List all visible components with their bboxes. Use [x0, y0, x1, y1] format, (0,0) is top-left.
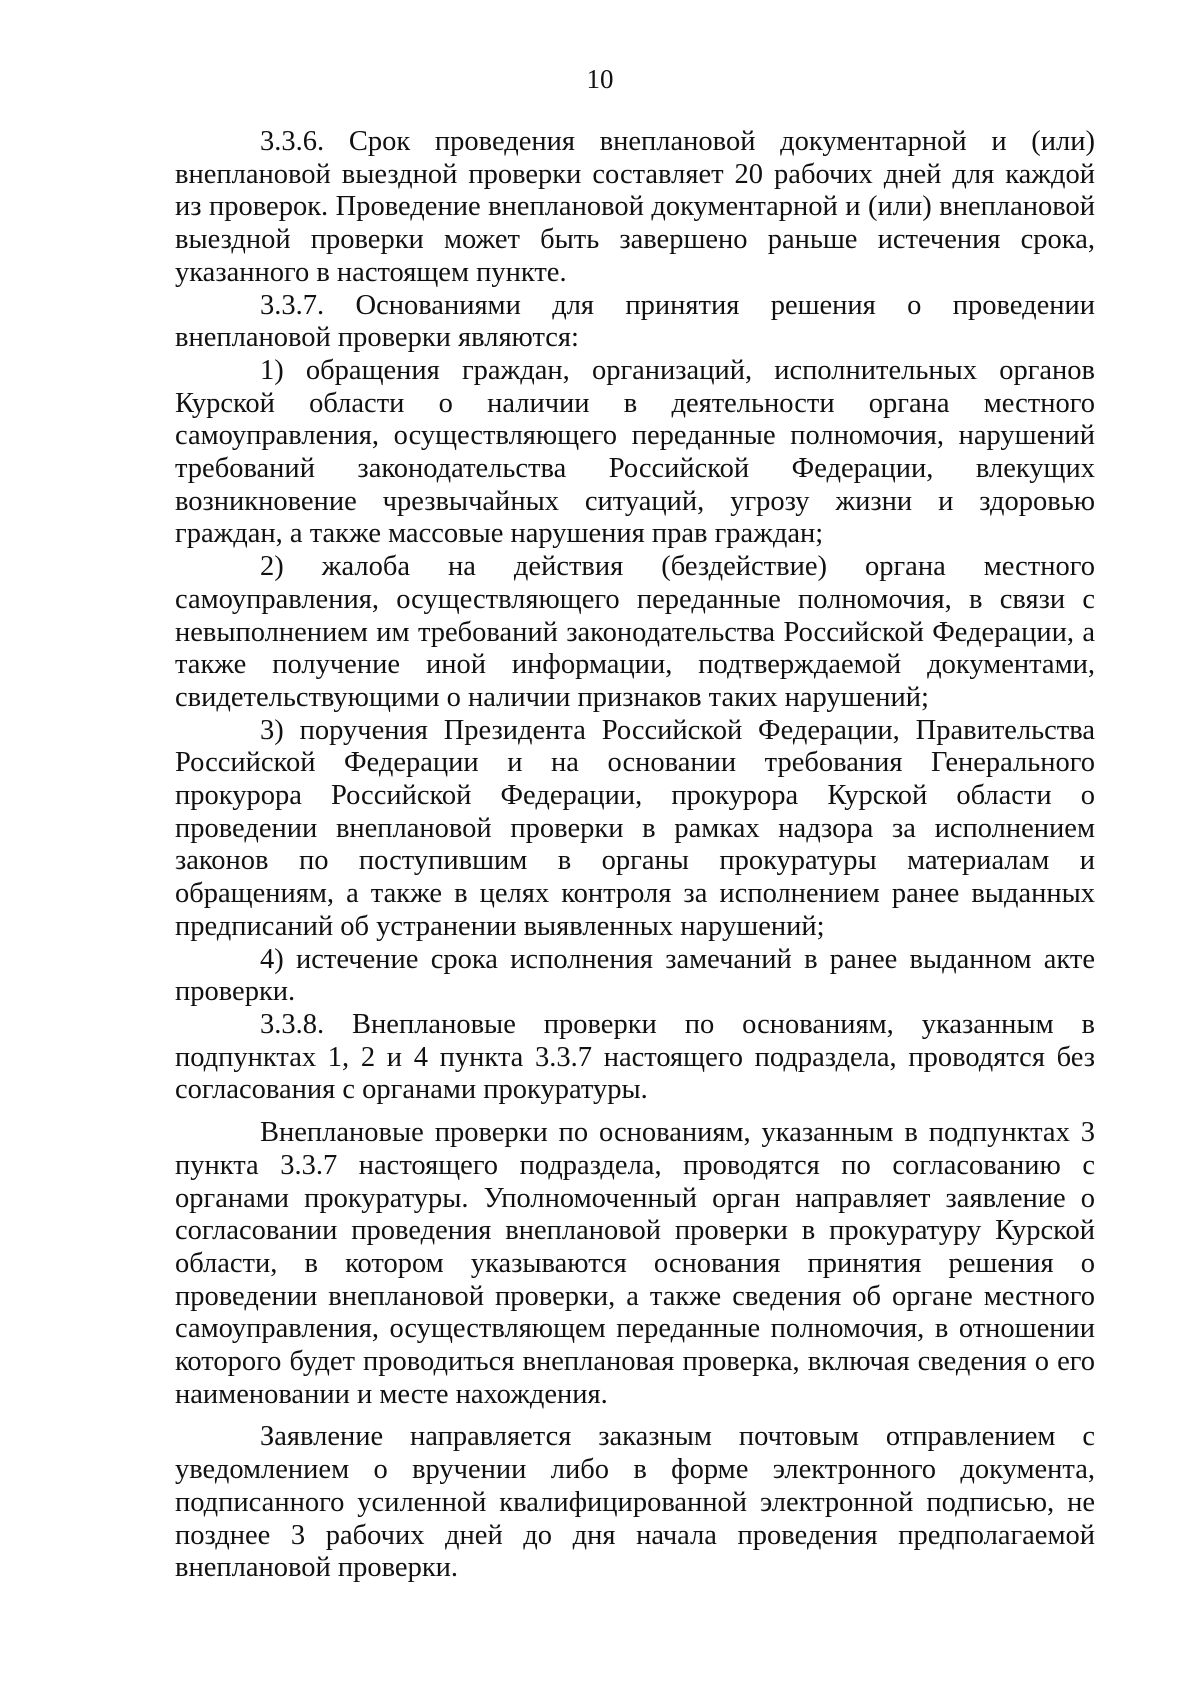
paragraph-application: Заявление направляется заказным почтовым отправлением с уведомлением о вручении либо в форме электронного документа, подписанного усиленной квалифицированной электронной подписью, не позднее 3 рабочих дней до дня начала проведения предполагаемой внеплановой проверки. — [175, 1421, 1095, 1584]
paragraph-3-3-8: 3.3.8. Внеплановые проверки по основаниям, указанным в подпунктах 1, 2 и 4 пункта 3.3.7 настоящего подраздела, проводятся без согласования с органами прокуратуры. — [175, 1008, 1095, 1106]
paragraph-3-3-6: 3.3.6. Срок проведения внеплановой документарной и (или) внеплановой выездной проверки составляет 20 рабочих дней для каждой из проверок. Проведение внеплановой документарной и (или) внеплановой выездной проверки может быть завершено раньше истечения срока, указанного в настоящем пункте. — [175, 126, 1095, 288]
list-item-1: 1) обращения граждан, организаций, исполнительных органов Курской области о наличии в деятельности органа местного самоуправления, осуществляющего переданные полномочия, нарушений требований законодательства Российской Федерации, влекущих возникновение чрезвычайных ситуаций, угрозу жизни и здоровью граждан, а также массовые нарушения прав граждан; — [175, 354, 1095, 550]
page-number: 10 — [586, 64, 614, 94]
list-item-2: 2) жалоба на действия (бездействие) органа местного самоуправления, осуществляющего переданные полномочия, в связи с невыполнением им требований законодательства Российской Федерации, а также получение иной информации, подтверждаемой документами, свидетельствующими о наличии признаков таких нарушений; — [175, 551, 1095, 713]
list-item-3: 3) поручения Президента Российской Федерации, Правительства Российской Федерации и на основании требования Генерального прокурора Российской Федерации, прокурора Курской области о проведении внеплановой проверки в рамках надзора за исполнением законов по поступившим в органы прокуратуры материалам и обращениям, а также в целях контроля за исполнением ранее выданных предписаний об устранении выявленных нарушений; — [175, 714, 1095, 942]
paragraph-unplanned-inspections: Внеплановые проверки по основаниям, указанным в подпунктах 3 пункта 3.3.7 настоящего подраздела, проводятся по согласованию с органами прокуратуры. Уполномоченный орган направляет заявление о согласовании проведения внеплановой проверки в прокуратуру Курской области, в котором указываются основания принятия решения о проведении внеплановой проверки, а также сведения об органе местного самоуправления, осуществляющем переданные полномочия, в отношении которого будет проводиться внеплановая проверка, включая сведения о его наименовании и месте нахождения. — [175, 1117, 1095, 1410]
document-body — [175, 126, 1095, 1585]
list-item-4: 4) истечение срока исполнения замечаний в ранее выданном акте проверки. — [175, 943, 1095, 1008]
paragraph-3-3-7: 3.3.7. Основаниями для принятия решения о проведении внеплановой проверки являются: — [175, 289, 1095, 354]
